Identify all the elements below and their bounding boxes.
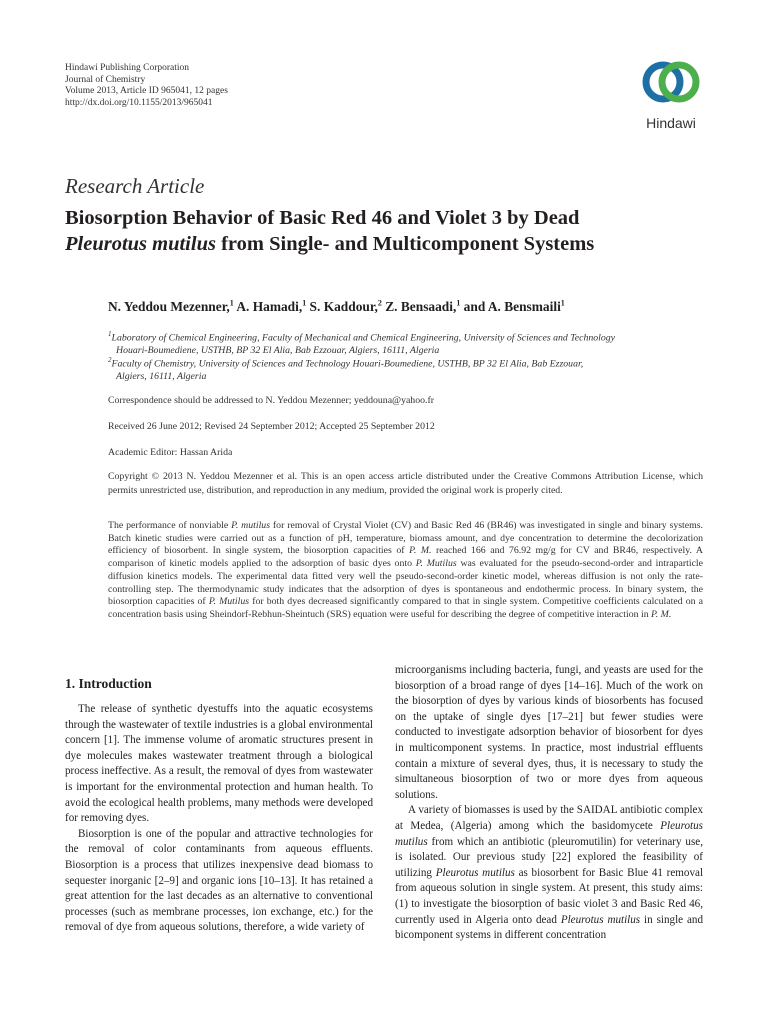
correspondence: Correspondence should be addressed to N. Yeddou Mezenner; yeddouna@yahoo.fr [108,395,434,406]
italic-term: P. Mutilus [208,596,250,608]
section-heading: 1. Introduction [65,676,152,691]
hindawi-logo-icon [636,52,706,112]
italic-term: P. mutilus [231,520,271,531]
text-run: in single and bicomponent systems in different concentration [395,913,704,942]
paragraph [395,803,703,943]
volume-info: Volume 2013, Article ID 965041, 12 pages [65,86,228,97]
academic-editor: Academic Editor: Hassan Arida [108,447,233,458]
text-run: for both dyes decreased significantly compared to that in single system. Competitive coefficients calculated on a concentration basis using Sheindorf-Rebhun-Sheintuch (SRS) equation were useful for describing the degree of competitive interaction in [108,596,703,620]
publisher-name: Hindawi Publishing Corporation [65,63,190,73]
doi-link[interactable]: http://dx.doi.org/10.1155/2013/965041 [65,97,213,108]
text-run: The release of synthetic dyestuffs into the aquatic ecosystems through the wastewater of textile industries is a global environmental concern [1]. The immense volume of aromatic structures present in dye molecules makes wastewater treatment through a biological process ineffective. As a result, the removal of dyes from wastewater is important for the environmental protection and human health. To avoid the ecological health problems, many methods were developed for removing dyes. [65,703,373,825]
article-type: Research Article [65,174,205,198]
author: and A. Bensmaili$^1$ [460,299,565,315]
text-run: for removal of Crystal Violet (CV) and Basic Red 46 (BR46) was investigated in single and binary systems. Batch kinetic studies were carried out as a function of pH, temperature, biomass amount, and dye concentration to determine the decolorization efficiency of biosorbent. In single system, the biosorption capacities of [108,520,703,557]
title-line-1: Biosorption Behavior of Basic Red 46 and Violet 3 by Dead [65,207,580,229]
journal-name: Journal of Chemistry [65,74,146,85]
affiliation-2: $^2$Faculty of Chemistry, University of Sciences and Technology Houari-Boumediene, USTHB, BP 32 El Alia, Bab Ezzouar, Algiers, 16111, Algeria [108,356,584,382]
logo-text: Hindawi [646,115,696,131]
italic-term: P. Mutilus [415,558,457,570]
title-line-2-rest: from Single- and Multicomponent Systems [215,233,595,255]
author: Z. Bensaadi,$^1$ [381,299,461,315]
title-species: Pleurotus mutilus [65,233,216,255]
paragraph [65,702,373,827]
text-run: microorganisms including bacteria, fungi, and yeasts are used for the biosorption of a broad range of dyes [14–16]. Much of the work on the biosorption of dyes by various kinds of biosorbents has focused on the uptake of single dyes [17–21] but fewer studies were conducted to investigate adsorption behavior of biosorbent for dyes in multicomponent systems. In practice, most industrial effluents contain a mixture of several dyes, thus, it is necessary to study the simultaneous biosorption of two or more dyes from aqueous solutions. [395,664,703,801]
author: S. Kaddour,$^2$ [306,299,382,315]
italic-term: Pleurotus mutilus [560,913,641,926]
paragraph [65,827,373,936]
publication-info [65,63,228,109]
text-run: A variety of biomasses is used by the SAIDAL antibiotic complex at Medea, (Algeria) among which the basidomycete [395,804,703,832]
text-run: was evaluated for the pseudo-second-order and intraparticle diffusion kinetics models. The experimental data fitted very well the pseudo-second-order kinetic model, whereas diffusion is not only the rate-controlling step. The thermodynamic study indicates that the adsorption of dyes is spontaneous and endothermic process. In binary system, the biosorption capacities of [108,558,703,608]
body-column-right [395,663,703,944]
hindawi-logo [636,52,706,132]
author: N. Yeddou Mezenner,$^1$ [108,299,234,315]
affiliation-1: $^1$Laboratory of Chemical Engineering, Faculty of Mechanical and Chemical Engineering, University of Sciences and Technology Houari-Boumediene, USTHB, BP 32 El Alia, Bab Ezzouar, Algiers, 16111, Algeria [108,330,616,356]
article-title [65,205,725,257]
text-run: The performance of nonviable [108,520,232,531]
italic-term: Pleurotus mutilus [395,819,703,848]
italic-term: P. M. [651,608,672,620]
text-run: from which an antibiotic (pleuromutilin) for veterinary use, is isolated. Our previous study [22] explored the feasibility of utilizing [395,835,703,879]
text-run: Biosorption is one of the popular and attractive technologies for the removal of color contaminants from aqueous effluents. Biosorption is a process that utilizes inexpensive dead biomass to sequester inorganic [2–9] and organic ions [10–13]. It has retained a great attention for the last decades as an alternative to conventional processes (such as membrane processes, ion exchange, etc.) for the removal of dye from aqueous solutions, therefore, a wide variety of [65,827,373,934]
copyright-notice: Copyright © 2013 N. Yeddou Mezenner et al. This is an open access article distributed under the Creative Commons Attribution License, which permits unrestricted use, distribution, and reproduction in any medium, provided the original work is properly cited. [108,471,703,496]
author: A. Hamadi,$^1$ [233,299,307,315]
article-dates: Received 26 June 2012; Revised 24 September 2012; Accepted 25 September 2012 [108,421,435,432]
title-line-2 [65,231,725,257]
author-list [108,299,565,315]
text-run: reached 166 and 76.92 mg/g for CV and BR46, respectively. A comparison of kinetic models applied to the adsorption of basic dyes onto [108,545,703,570]
abstract [108,520,703,622]
paragraph [395,663,703,803]
body-column-left [65,702,373,936]
italic-term: Pleurotus mutilus [435,866,515,879]
italic-term: P. M. [409,545,432,557]
text-run: as biosorbent for Basic Blue 41 removal from aqueous solution in single system. At present, this study aims: (1) to investigate the biosorption of basic violet 3 and Basic Red 46, currently used in Algeria onto dead [395,866,704,926]
